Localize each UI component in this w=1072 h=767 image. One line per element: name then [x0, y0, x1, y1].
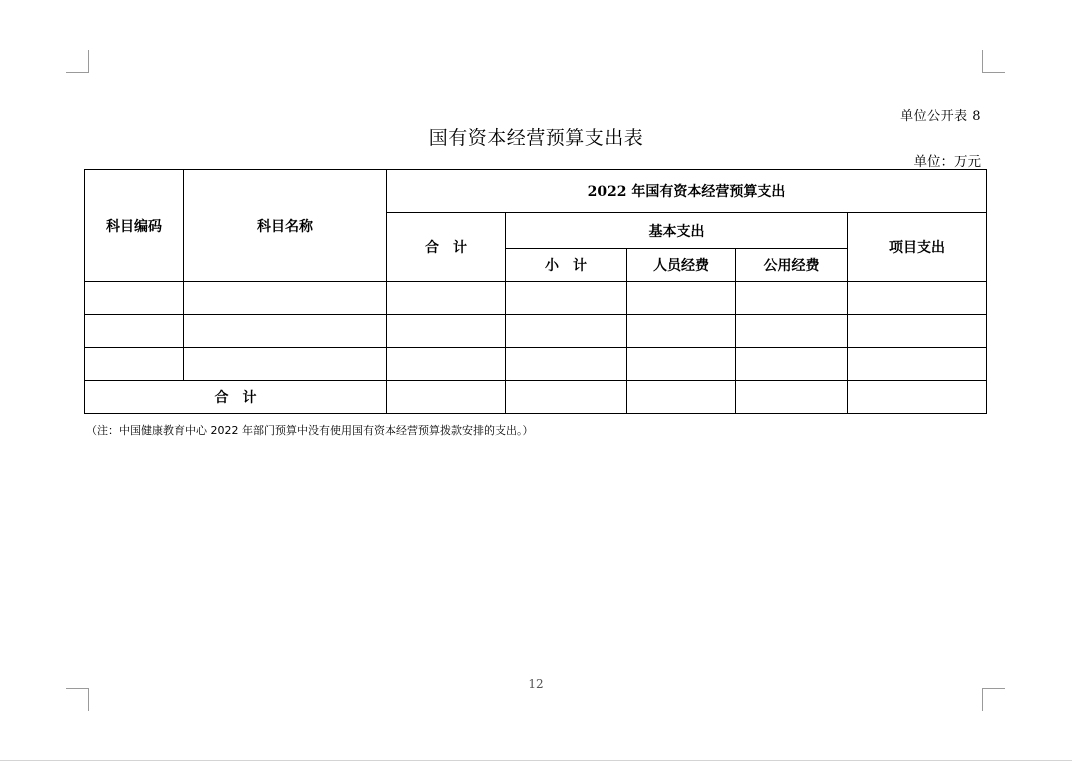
header-name: 科目名称: [184, 170, 387, 282]
table-cell: [736, 348, 848, 381]
header-code: 科目编码: [85, 170, 184, 282]
table-cell: [736, 282, 848, 315]
header-total: 合 计: [387, 213, 506, 282]
table-cell: [85, 348, 184, 381]
table-cell: [387, 282, 506, 315]
budget-table: [84, 169, 987, 414]
footnote: （注：中国健康教育中心 2022 年部门预算中没有使用国有资本经营预算拨款安排的支出。）: [86, 424, 534, 437]
table-row: [85, 315, 987, 348]
table-cell: [627, 315, 736, 348]
table-cell: [506, 348, 627, 381]
total-cell: [387, 381, 506, 414]
table-cell: [848, 348, 987, 381]
page-bottom-divider: [0, 760, 1072, 761]
table-cell: [387, 348, 506, 381]
header-project: 项目支出: [848, 213, 987, 282]
total-cell: [506, 381, 627, 414]
table-cell: [736, 315, 848, 348]
table-cell: [184, 348, 387, 381]
total-row: [85, 381, 987, 414]
table-cell: [387, 315, 506, 348]
header-group: 2022 年国有资本经营预算支出: [387, 170, 987, 213]
total-cell: [848, 381, 987, 414]
table-cell: [184, 315, 387, 348]
table-cell: [848, 315, 987, 348]
table-cell: [848, 282, 987, 315]
header-public: 公用经费: [736, 249, 848, 282]
table-cell: [85, 315, 184, 348]
table-cell: [184, 282, 387, 315]
table-row: [85, 282, 987, 315]
table-number: 单位公开表 8: [900, 109, 981, 124]
unit-label: 单位：万元: [913, 154, 981, 170]
table-cell: [85, 282, 184, 315]
header-row-1: [85, 170, 987, 213]
total-row-label: 合 计: [85, 381, 387, 414]
total-cell: [627, 381, 736, 414]
table-cell: [506, 282, 627, 315]
table-cell: [627, 282, 736, 315]
header-basic: 基本支出: [506, 213, 848, 249]
table-cell: [506, 315, 627, 348]
header-subtotal: 小 计: [506, 249, 627, 282]
header-personnel: 人员经费: [627, 249, 736, 282]
total-cell: [736, 381, 848, 414]
page-title: 国有资本经营预算支出表: [428, 127, 644, 149]
table-row: [85, 348, 987, 381]
page-number: 12: [528, 677, 544, 691]
table-cell: [627, 348, 736, 381]
